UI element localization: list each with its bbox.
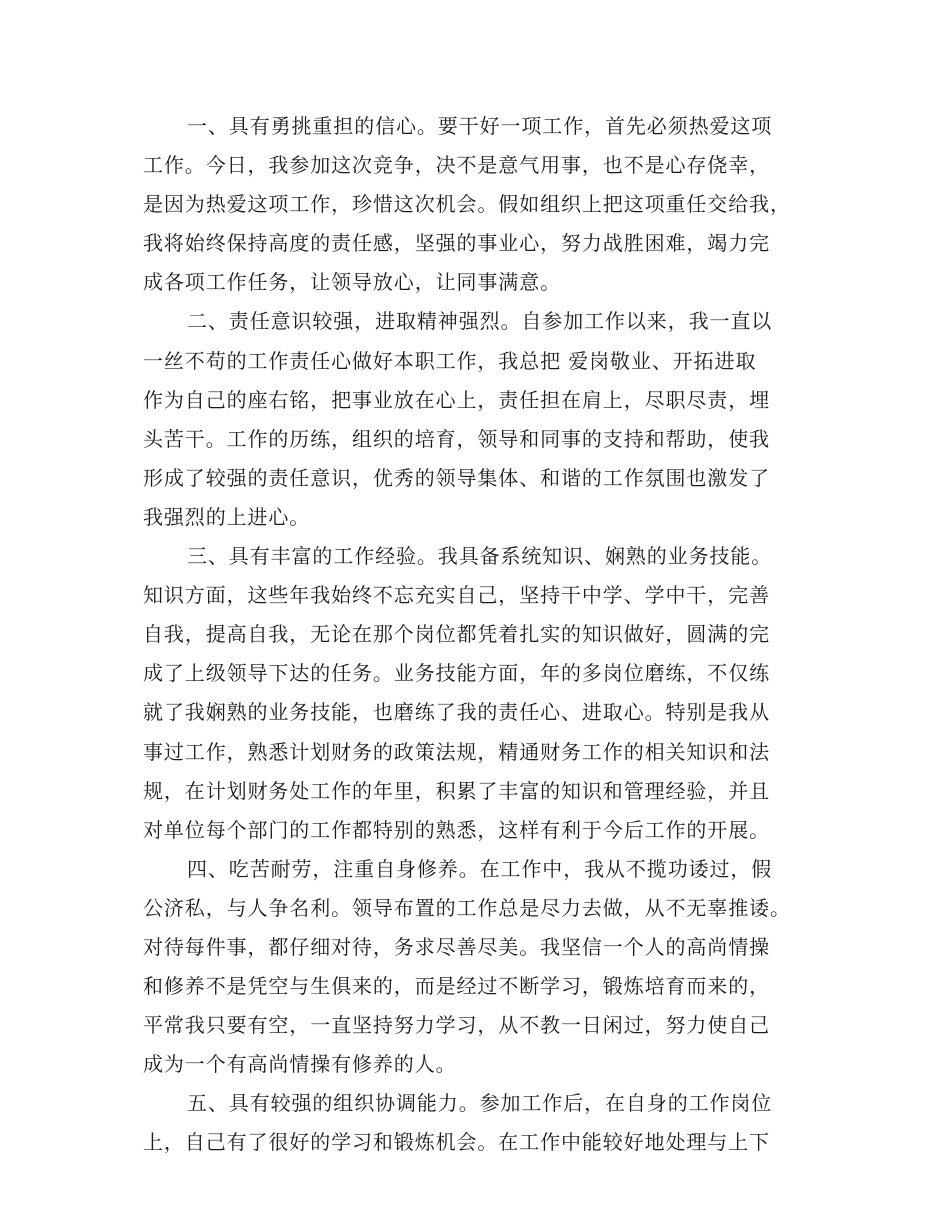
paragraph-line: 成了上级领导下达的任务。业务技能方面，年的多岗位磨练，不仅练 xyxy=(143,661,770,686)
paragraph-line: 头苦干。工作的历练，组织的培育，领导和同事的支持和帮助，使我 xyxy=(143,426,770,451)
paragraph-line: 形成了较强的责任意识，优秀的领导集体、和谐的工作氛围也激发了 xyxy=(143,465,770,490)
paragraph-line: 一、具有勇挑重担的信心。要干好一项工作，首先必须热爱这项 xyxy=(187,114,773,138)
paragraph-line: 二、责任意识较强，进取精神强烈。自参加工作以来，我一直以 xyxy=(187,309,773,334)
paragraph-line: 平常我只要有空，一直坚持努力学习，从不教一日闲过，努力使自己 xyxy=(143,1013,770,1038)
paragraph-4 xyxy=(143,850,823,1085)
paragraph-5 xyxy=(143,1084,823,1162)
paragraph-line: 上，自己有了很好的学习和锻炼机会。在工作中能较好地处理与上下 xyxy=(143,1130,770,1155)
paragraph-line: 一丝不苟的工作责任心做好本职工作，我总把 爱岗敬业、开拓进取 xyxy=(143,348,757,373)
paragraph-line: 是因为热爱这项工作，珍惜这次机会。假如组织上把这项重任交给我， xyxy=(143,192,791,217)
paragraph-line: 成为一个有高尚情操有修养的人。 xyxy=(143,1052,457,1077)
paragraph-line: 事过工作，熟悉计划财务的政策法规，精通财务工作的相关知识和法 xyxy=(143,739,770,764)
paragraph-line: 四、吃苦耐劳，注重自身修养。在工作中，我从不揽功诿过，假 xyxy=(187,856,773,881)
paragraph-line: 对待每件事，都仔细对待，务求尽善尽美。我坚信一个人的高尚情操 xyxy=(143,934,770,959)
paragraph-1 xyxy=(143,107,823,302)
paragraph-line: 自我，提高自我，无论在那个岗位都凭着扎实的知识做好，圆满的完 xyxy=(143,622,770,647)
paragraph-line: 规，在计划财务处工作的年里，积累了丰富的知识和管理经验，并且 xyxy=(143,778,770,803)
paragraph-line: 五、具有较强的组织协调能力。参加工作后，在自身的工作岗位 xyxy=(187,1091,773,1116)
paragraph-line: 和修养不是凭空与生俱来的，而是经过不断学习，锻炼培育而来的， xyxy=(143,974,770,999)
paragraph-2 xyxy=(143,302,823,537)
paragraph-line: 公济私，与人争名利。领导布置的工作总是尽力去做，从不无辜推诿。 xyxy=(143,895,791,920)
paragraph-line: 作为自己的座右铭，把事业放在心上，责任担在肩上，尽职尽责，埋 xyxy=(143,387,770,412)
document-body xyxy=(143,107,823,1163)
paragraph-line: 成各项工作任务，让领导放心，让同事满意。 xyxy=(143,270,561,295)
paragraph-line: 就了我娴熟的业务技能，也磨练了我的责任心、进取心。特别是我从 xyxy=(143,700,770,725)
paragraph-line: 三、具有丰富的工作经验。我具备系统知识、娴熟的业务技能。 xyxy=(187,544,773,569)
paragraph-line: 我强烈的上进心。 xyxy=(143,504,311,529)
paragraph-line: 知识方面，这些年我始终不忘充实自己，坚持干中学、学中干，完善 xyxy=(143,583,770,608)
paragraph-line: 工作。今日，我参加这次竞争，决不是意气用事，也不是心存侥幸， xyxy=(143,153,770,178)
paragraph-line: 我将始终保持高度的责任感，坚强的事业心，努力战胜困难，竭力完 xyxy=(143,231,770,256)
paragraph-3 xyxy=(143,537,823,850)
paragraph-line: 对单位每个部门的工作都特别的熟悉，这样有利于今后工作的开展。 xyxy=(143,817,770,842)
